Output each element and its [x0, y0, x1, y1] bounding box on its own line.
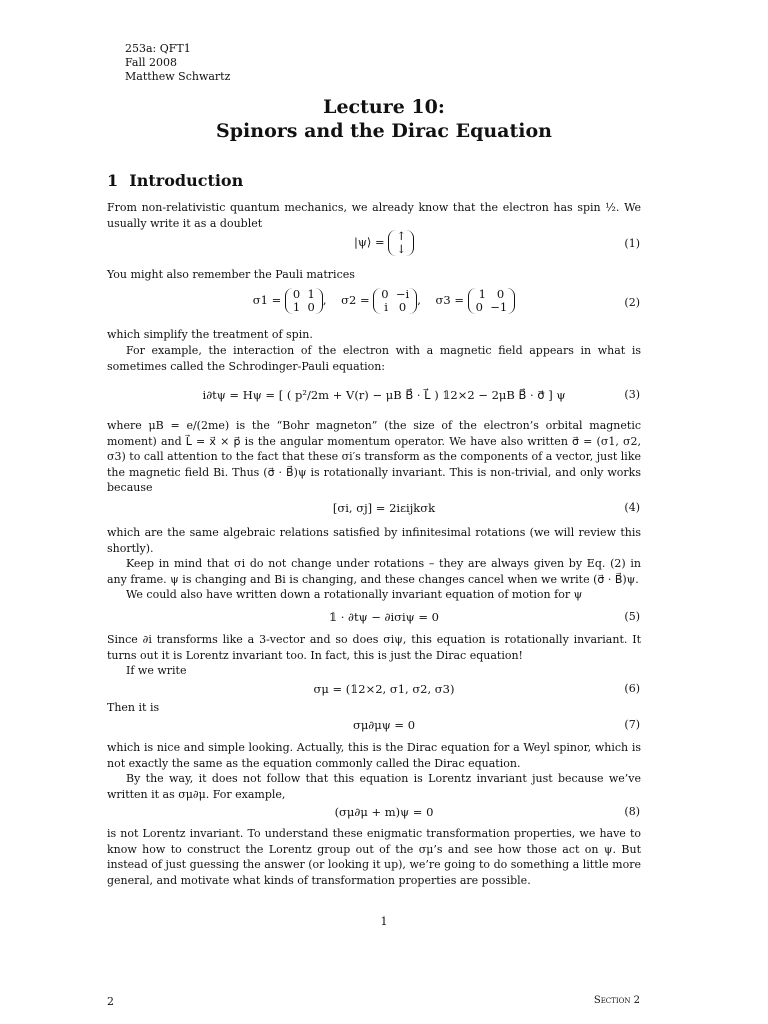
sigma1-row2: 1 0	[292, 300, 315, 314]
sigma1-row1: 0 1	[292, 287, 315, 301]
sigma1-label: σ1 =	[252, 293, 282, 307]
sigma3-row1: 1 0	[478, 287, 505, 301]
footer-section: Section 2	[593, 995, 640, 1006]
eq1-matrix	[388, 230, 414, 256]
equation-1-number: (1)	[624, 237, 640, 250]
lecture-title: Lecture 10:	[323, 96, 445, 118]
paragraph-1: From non-relativistic quantum mechanics, we already know that the electron has spin ½. We usually write it as a doublet	[107, 201, 641, 230]
author-line: Matthew Schwartz	[125, 70, 231, 83]
equation-4-number: (4)	[624, 501, 640, 514]
equation-8: (σμ∂μ + m)ψ = 0	[334, 805, 434, 819]
sigma3-label: σ3 =	[435, 293, 464, 307]
course-line: 253a: QFT1	[125, 42, 191, 55]
equation-6: σμ = (𝟙2×2, σ1, σ2, σ3)	[313, 682, 455, 696]
sigma2-label: σ2 =	[341, 293, 370, 307]
sigma3-matrix	[468, 288, 516, 314]
equation-2-number: (2)	[624, 296, 640, 309]
footer-left: 2	[107, 995, 114, 1008]
equation-2: σ1 = 0 1 1 0 , σ2 = 0 −i i 0 , σ3 = 1 0 0 −1	[0, 288, 768, 314]
eq1-lhs: |ψ⟩ =	[354, 235, 385, 249]
equation-4: [σi, σj] = 2iεijkσk	[332, 501, 436, 515]
equation-3-number: (3)	[624, 388, 640, 401]
paragraph-5: where μB = e/(2me) is the “Bohr magneton” (the size of the electron’s orbital magnetic moment) and L⃗ = x⃗ × p⃗ is the angular momentum operator. We have also written σ⃗ = (σ1, σ2, σ3) to call attention to the fact that these σi′s transform as the components of a vector, just like the magnetic field Bi. Thus (σ⃗ · B⃗)ψ is rotationally invariant. This is non-trivial, and only works because	[107, 419, 641, 495]
sigma2-row2: i 0	[384, 300, 407, 314]
equation-7: σμ∂μψ = 0	[352, 718, 416, 732]
equation-5-number: (5)	[624, 610, 640, 623]
paragraph-10: If we write	[126, 664, 187, 677]
paragraph-11: Then it is	[107, 701, 160, 714]
section-number: 1	[107, 171, 119, 190]
equation-7-number: (7)	[624, 718, 640, 731]
equation-6-number: (6)	[624, 682, 640, 695]
paragraph-14: is not Lorentz invariant. To understand these enigmatic transformation properties, we have to know how to construct the Lorentz group out of the σμ’s and see how those act on ψ. But instead of just guessing the answer (or looking it up), we’re going to do something a little more general, and motivate what kinds of transformation properties are possible.	[107, 827, 641, 887]
term-line: Fall 2008	[125, 56, 177, 69]
equation-1	[0, 230, 768, 256]
sigma2-row1: 0 −i	[381, 287, 410, 301]
paragraph-7: Keep in mind that σi do not change under rotations – they are always given by Eq. (2) in any frame. ψ is changing and Bi is changing, and these changes cancel when we write (σ⃗ · B⃗)ψ.	[107, 557, 641, 586]
sigma3-row2: 0 −1	[475, 300, 508, 314]
paragraph-4: For example, the interaction of the electron with a magnetic field appears in what is sometimes called the Schrodinger-Pauli equation:	[107, 344, 641, 373]
lecture-subtitle: Spinors and the Dirac Equation	[216, 120, 552, 142]
eq1-bottom: ↓	[396, 242, 406, 256]
equation-5: 𝟙 · ∂tψ − ∂iσiψ = 0	[329, 610, 439, 624]
equation-3: i∂tψ = Hψ = [ ( p²/2m + V(r) − μB B⃗ · L⃗ ) 𝟙2×2 − 2μB B⃗ · σ⃗ ] ψ	[202, 388, 566, 402]
paragraph-13: By the way, it does not follow that this equation is Lorentz invariant just because we’ve written it as σμ∂μ. For example,	[107, 772, 641, 801]
sigma1-matrix	[285, 288, 323, 314]
paragraph-2: You might also remember the Pauli matrices	[107, 268, 355, 281]
section-name: Introduction	[129, 171, 244, 190]
page-number: 1	[380, 915, 388, 928]
sigma2-matrix	[373, 288, 417, 314]
section-heading	[107, 171, 243, 190]
eq1-top: ↑	[396, 229, 406, 243]
paragraph-8: We could also have written down a rotationally invariant equation of motion for ψ	[126, 588, 583, 601]
paragraph-9: Since ∂i transforms like a 3-vector and so does σiψ, this equation is rotationally invariant. It turns out it is Lorentz invariant too. In fact, this is just the Dirac equation!	[107, 633, 641, 662]
paragraph-3: which simplify the treatment of spin.	[107, 328, 313, 341]
paragraph-12: which is nice and simple looking. Actually, this is the Dirac equation for a Weyl spinor, which is not exactly the same as the equation commonly called the Dirac equation.	[107, 741, 641, 770]
paragraph-6: which are the same algebraic relations satisfied by infinitesimal rotations (we will review this shortly).	[107, 526, 641, 555]
equation-8-number: (8)	[624, 805, 640, 818]
